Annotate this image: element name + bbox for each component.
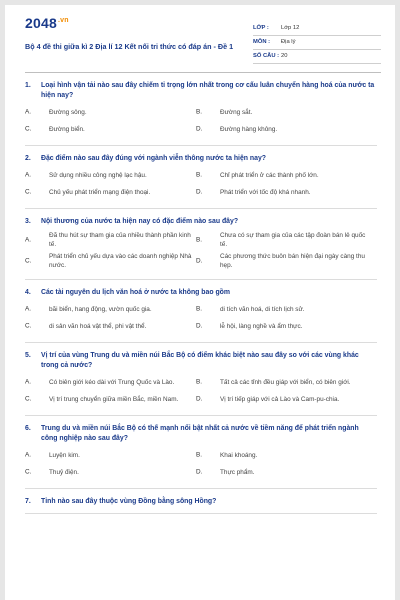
question-text [25, 288, 377, 298]
option-letter: C. [25, 395, 32, 403]
answer-option[interactable] [25, 252, 196, 270]
question-body: Vị trí của vùng Trung du và miền núi Bắc Bộ có điểm khác biệt nào sau đây so với các vùng khác trong cả nước? [41, 352, 359, 369]
question-text [25, 154, 377, 164]
option-text: Sử dụng nhiều công nghệ lạc hậu. [49, 171, 147, 179]
answer-options [25, 231, 377, 273]
option-text: Vị trí tiếp giáp với cả Lào và Cam-pu-chia. [220, 395, 340, 403]
option-letter: C. [25, 468, 32, 476]
option-letter: A. [25, 378, 32, 386]
option-letter: C. [25, 322, 32, 330]
answer-option[interactable] [25, 319, 196, 333]
site-logo[interactable] [25, 15, 69, 31]
option-text: Đường hàng không. [220, 125, 278, 133]
option-letter: D. [196, 322, 203, 330]
question-number: 7. [25, 498, 31, 505]
question-item [25, 154, 377, 209]
option-letter: A. [25, 236, 32, 244]
document-header [25, 15, 381, 61]
answer-option[interactable] [25, 392, 196, 406]
option-text: Đã thu hút sự tham gia của nhiều thành phần kinh tế. [49, 232, 191, 248]
answer-option[interactable] [196, 185, 367, 199]
option-text: Phát triển với tốc độ khá nhanh. [220, 188, 311, 196]
question-text [25, 81, 377, 101]
answer-option[interactable] [196, 105, 367, 119]
answer-option[interactable] [25, 375, 196, 389]
option-letter: C. [25, 257, 32, 265]
answer-option[interactable] [25, 185, 196, 199]
question-body: Trung du và miền núi Bắc Bộ có thế mạnh nổi bật nhất cả nước về tiềm năng để phát triển ngành công nghiệp nào sau đây? [41, 425, 359, 442]
question-item [25, 81, 377, 146]
option-letter: A. [25, 108, 32, 116]
option-letter: D. [196, 125, 203, 133]
option-text: Chỉ phát triển ở các thành phố lớn. [220, 171, 319, 179]
meta-value: Lớp 12 [281, 25, 300, 31]
meta-label: SỐ CÂU : [253, 53, 280, 59]
option-letter: C. [25, 188, 32, 196]
question-item [25, 351, 377, 416]
option-letter: A. [25, 305, 32, 313]
question-number: 2. [25, 155, 31, 162]
answer-option[interactable] [196, 319, 367, 333]
meta-value: 20 [281, 53, 288, 59]
question-item [25, 497, 377, 514]
answer-option[interactable] [25, 122, 196, 136]
answer-options [25, 302, 377, 336]
option-letter: B. [196, 236, 203, 244]
question-number: 3. [25, 218, 31, 225]
option-letter: B. [196, 305, 203, 313]
answer-option[interactable] [196, 375, 367, 389]
meta-label: LỚP : [253, 25, 269, 31]
meta-row [253, 50, 381, 64]
option-letter: D. [196, 257, 203, 265]
meta-value: Địa lý [281, 39, 296, 45]
question-item [25, 424, 377, 489]
option-text: Có biên giới kéo dài với Trung Quốc và Lào. [49, 378, 175, 386]
answer-option[interactable] [25, 105, 196, 119]
option-text: Thực phẩm. [220, 468, 255, 476]
document-meta [253, 22, 381, 64]
option-text: bãi biển, hang động, vườn quốc gia. [49, 305, 152, 313]
option-letter: B. [196, 451, 203, 459]
answer-options [25, 105, 377, 139]
answer-options [25, 168, 377, 202]
option-text: Chủ yếu phát triển mạng điện thoại. [49, 188, 151, 196]
header-divider [25, 72, 381, 73]
question-body: Nội thương của nước ta hiện nay có đặc điểm nào sau đây? [41, 218, 239, 225]
option-text: Luyện kim. [49, 451, 80, 459]
meta-row [253, 36, 381, 50]
option-letter: D. [196, 468, 203, 476]
option-text: Đường sông. [49, 108, 87, 116]
option-text: di tích văn hoá, di tích lịch sử. [220, 305, 305, 313]
question-text [25, 217, 377, 227]
option-text: Vị trí trung chuyển giữa miền Bắc, miền Nam. [49, 395, 179, 403]
question-body: Các tài nguyên du lịch văn hoá ở nước ta không bao gồm [41, 289, 230, 296]
question-body: Loại hình vận tải nào sau đây chiếm tỉ trọng lớn nhất trong cơ cấu luân chuyển hàng hoá của nước ta hiện nay? [41, 82, 375, 99]
option-letter: B. [196, 171, 203, 179]
answer-option[interactable] [25, 168, 196, 182]
document-title: Bộ 4 đề thi giữa kì 2 Địa lí 12 Kết nối tri thức có đáp án - Đề 1 [25, 42, 234, 51]
question-number: 1. [25, 82, 31, 89]
meta-label: MÔN : [253, 39, 271, 45]
question-text [25, 497, 377, 507]
answer-option[interactable] [196, 231, 367, 249]
option-letter: D. [196, 188, 203, 196]
answer-option[interactable] [25, 465, 196, 479]
option-text: Phát triển chủ yếu dựa vào các doanh nghiệp Nhà nước. [49, 253, 192, 269]
option-text: di sản văn hoá vật thể, phi vật thể. [49, 322, 147, 330]
answer-option[interactable] [196, 252, 367, 270]
answer-option[interactable] [25, 231, 196, 249]
option-letter: A. [25, 451, 32, 459]
option-text: Khai khoáng. [220, 451, 258, 459]
question-number: 4. [25, 289, 31, 296]
option-text: Các phương thức buôn bán hiện đại ngày càng thu hẹp. [220, 253, 365, 269]
answer-option[interactable] [196, 122, 367, 136]
answer-options [25, 448, 377, 482]
option-text: Thuỷ điện. [49, 468, 79, 476]
option-text: Đường biển. [49, 125, 85, 133]
question-text [25, 424, 377, 444]
answer-option[interactable] [25, 448, 196, 462]
question-item [25, 217, 377, 280]
question-number: 5. [25, 352, 31, 359]
option-text: Chưa có sự tham gia của các tập đoàn bán lẻ quốc tế. [220, 232, 366, 248]
question-body: Tỉnh nào sau đây thuộc vùng Đồng bằng sông Hồng? [41, 498, 217, 505]
option-text: lễ hội, làng nghề và ẩm thực. [220, 322, 303, 330]
question-text [25, 351, 377, 371]
logo-text: 2048 [25, 15, 57, 31]
answer-option[interactable] [25, 302, 196, 316]
answer-option[interactable] [196, 302, 367, 316]
option-letter: D. [196, 395, 203, 403]
option-text: Đường sắt. [220, 108, 253, 116]
option-letter: C. [25, 125, 32, 133]
answer-options [25, 375, 377, 409]
question-body: Đặc điểm nào sau đây đúng với ngành viễn thông nước ta hiện nay? [41, 155, 266, 162]
document-page [5, 5, 395, 600]
answer-option[interactable] [196, 448, 367, 462]
option-letter: B. [196, 108, 203, 116]
option-letter: A. [25, 171, 32, 179]
answer-option[interactable] [196, 465, 367, 479]
option-text: Tất cả các tỉnh đều giáp với biển, có biên giới. [220, 378, 351, 386]
question-number: 6. [25, 425, 31, 432]
option-letter: B. [196, 378, 203, 386]
question-list [25, 81, 377, 522]
meta-row [253, 22, 381, 36]
logo-suffix: .vn [57, 17, 69, 25]
question-item [25, 288, 377, 343]
answer-option[interactable] [196, 392, 367, 406]
answer-option[interactable] [196, 168, 367, 182]
